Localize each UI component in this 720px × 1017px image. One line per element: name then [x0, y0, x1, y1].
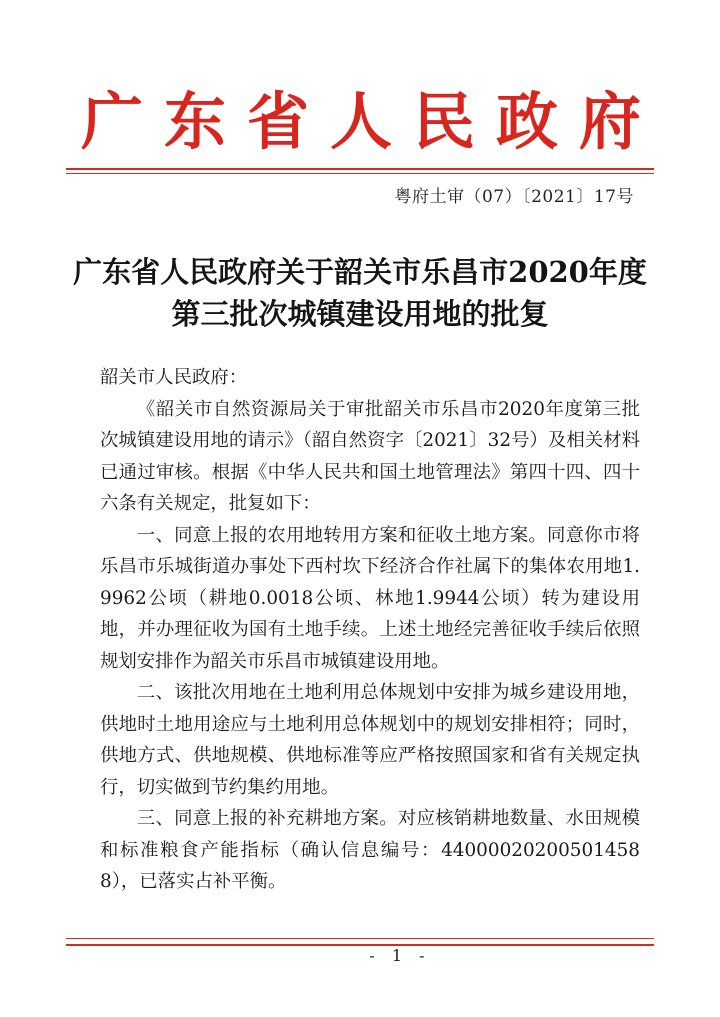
letterhead-issuer: 广东省人民政府 [81, 85, 663, 158]
letterhead-red-rule [66, 168, 654, 170]
body-paragraph-1: 《韶关市自然资源局关于审批韶关市乐昌市2020年度第三批次城镇建设用地的请示》（韶自然资字〔2021〕32号）及相关材料已通过审核。根据《中华人民共和国土地管理法》第四十四、四十六条有关规定，批复如下： [100, 398, 640, 514]
document-body [100, 362, 640, 898]
letterhead-red-rule-thin [66, 173, 654, 174]
body-paragraph-2: 一、同意上报的农用地转用方案和征收土地方案。同意你市将乐昌市乐城街道办事处下西村坎下经济合作社属下的集体农用地1.9962公顷（耕地0.0018公顷、林地1.9944公顷）转为建设用地，并办理征收为国有土地手续。上述土地经完善征收手续后依照规划安排作为韶关市乐昌市城镇建设用地。 [100, 524, 640, 672]
body-paragraph-4: 三、同意上报的补充耕地方案。对应核销耕地数量、水田规模和标准粮食产能指标（确认信息编号：440000202005014588），已落实占补平衡。 [100, 808, 640, 892]
document-number: 粤府土审（07）〔2021〕17号 [394, 187, 634, 207]
body-paragraph-3: 二、该批次用地在土地利用总体规划中安排为城乡建设用地，供地时土地用途应与土地利用总体规划中的规划安排相符；同时，供地方式、供地规模、供地标准等应严格按照国家和省有关规定执行，切实做到节约集约用地。 [100, 682, 640, 798]
page-number: - 1 - [369, 946, 431, 965]
footer-red-rule-thin [66, 938, 654, 939]
salutation: 韶关市人民政府： [100, 367, 248, 388]
document-title-line2: 第三批次城镇建设用地的批复 [171, 297, 549, 331]
document-title-line1: 广东省人民政府关于韶关市乐昌市2020年度 [73, 255, 647, 289]
